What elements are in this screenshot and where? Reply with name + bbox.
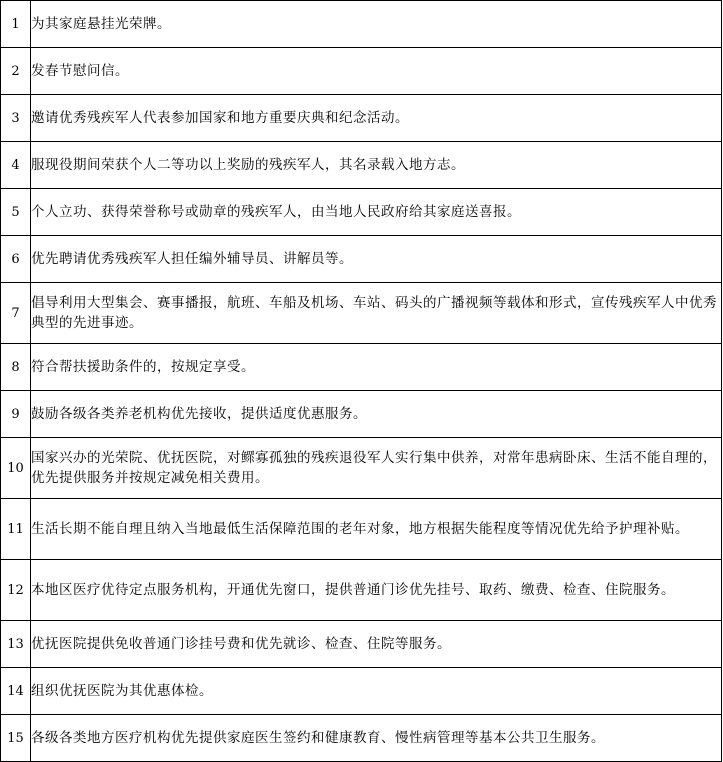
item-number: 9 [1,391,31,438]
item-text: 服现役期间荣获个人二等功以上奖励的残疾军人，其名录载入地方志。 [31,142,722,189]
item-number: 3 [1,95,31,142]
item-number: 11 [1,499,31,560]
item-text: 邀请优秀残疾军人代表参加国家和地方重要庆典和纪念活动。 [31,95,722,142]
table-row [1,283,722,344]
table-row [1,236,722,283]
item-number: 12 [1,560,31,621]
table-row [1,499,722,560]
item-text: 组织优抚医院为其优惠体检。 [31,668,722,715]
item-number: 15 [1,715,31,762]
item-text: 发春节慰问信。 [31,48,722,95]
item-text: 鼓励各级各类养老机构优先接收，提供适度优惠服务。 [31,391,722,438]
table-row [1,95,722,142]
item-text: 倡导利用大型集会、赛事播报，航班、车船及机场、车站、码头的广播视频等载体和形式，宣传残疾军人中优秀典型的先进事迹。 [31,283,722,344]
table-row [1,668,722,715]
table-row [1,1,722,48]
table-row [1,438,722,499]
item-text: 个人立功、获得荣誉称号或勋章的残疾军人，由当地人民政府给其家庭送喜报。 [31,189,722,236]
item-number: 1 [1,1,31,48]
item-number: 13 [1,621,31,668]
item-text: 为其家庭悬挂光荣牌。 [31,1,722,48]
table-row [1,560,722,621]
item-number: 7 [1,283,31,344]
item-text: 符合帮扶援助条件的，按规定享受。 [31,344,722,391]
table-row [1,48,722,95]
item-text: 各级各类地方医疗机构优先提供家庭医生签约和健康教育、慢性病管理等基本公共卫生服务。 [31,715,722,762]
item-number: 14 [1,668,31,715]
item-text: 生活长期不能自理且纳入当地最低生活保障范围的老年对象，地方根据失能程度等情况优先给予护理补贴。 [31,499,722,560]
table-row [1,189,722,236]
item-text: 优抚医院提供免收普通门诊挂号费和优先就诊、检查、住院等服务。 [31,621,722,668]
item-number: 10 [1,438,31,499]
item-number: 5 [1,189,31,236]
item-number: 8 [1,344,31,391]
item-number: 2 [1,48,31,95]
item-text: 优先聘请优秀残疾军人担任编外辅导员、讲解员等。 [31,236,722,283]
table-row [1,142,722,189]
item-number: 4 [1,142,31,189]
item-text: 本地区医疗优待定点服务机构，开通优先窗口，提供普通门诊优先挂号、取药、缴费、检查、住院服务。 [31,560,722,621]
table-row [1,715,722,762]
table-row [1,391,722,438]
table-row [1,344,722,391]
table-row [1,621,722,668]
item-text: 国家兴办的光荣院、优抚医院，对鳏寡孤独的残疾退役军人实行集中供养，对常年患病卧床、生活不能自理的，优先提供服务并按规定减免相关费用。 [31,438,722,499]
item-number: 6 [1,236,31,283]
